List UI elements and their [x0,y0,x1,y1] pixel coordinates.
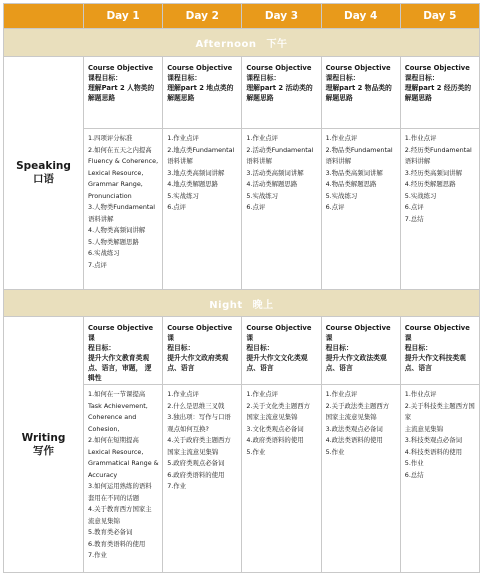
speaking-label-zh: 口语 [33,173,54,185]
list-item: 3.地点类高频词讲解 [167,168,225,177]
speaking-day-4 [321,57,400,290]
list-item: Pronunciation [88,191,132,200]
list-item: 1.作业点评 [167,134,199,142]
list-item: 4.政法类语料的使用 [325,436,383,444]
list-item: 2.关于政法类主题西方 [325,401,390,410]
list-item: 4.活动类解题思路 [246,180,298,188]
night-band [4,290,480,317]
list-item: 4.物品类解题思路 [325,180,377,188]
list-item: 语料讲解 [246,157,272,165]
list-item: 3.人物类Fundamental [88,203,156,211]
list-item: 2.活动类Fundamental [246,145,314,154]
list-item: 6.点评 [246,203,266,211]
speaking-objective: Course Objective 课程目标： 理解part 2 物品类的 解题思路 [325,64,392,102]
list-item: 5.人物类解题思路 [88,237,139,246]
list-item: 国家主流意见集锦 [167,447,219,456]
list-item: 4.经历类解题思路 [404,180,456,188]
list-item: 1.四项评分标准 [88,134,133,142]
writing-day-2 [163,317,242,573]
list-item: 2.物品类Fundamental [325,145,393,154]
writing-label [4,317,84,573]
list-item: 1.如何在一节课提高 [88,390,146,398]
list-item: 国家主流意见集锦 [325,413,377,421]
writing-label-zh: 写作 [33,444,54,457]
schedule-table [3,3,480,573]
list-item: 5.政府类观点必备词 [167,459,225,467]
speaking-item-list [163,129,241,216]
list-item: 1.作业点评 [404,134,437,142]
list-item: 1.作业点评 [325,134,358,142]
list-item: 6.政府类语料的使用 [167,470,225,479]
list-item: 5.实战练习 [246,191,279,200]
list-item: 6.实战练习 [88,249,120,257]
night-band-row [4,290,480,317]
list-item: 5.实战练习 [167,191,199,200]
list-item: 2.关于文化类主题西方 [246,401,310,410]
speaking-objective: Course Objective 课程目标： 理解part 2 经历类的 解题思路 [404,64,472,102]
list-item: Grammatical Range & [88,459,159,467]
afternoon-band-zh: 下午 [266,39,288,50]
writing-item-list [163,385,241,495]
list-item: 5.作业 [246,447,266,456]
writing-objective: Course Objective课 程目标： 提升大作文科技类观 点、语言 [404,324,470,372]
list-item: 套用在不同的话题 [88,493,140,502]
list-item: Fluency & Coherence, [88,157,159,165]
speaking-label [4,57,84,290]
list-item: 7.作业 [88,551,107,559]
speaking-day-5 [400,57,479,290]
list-item: 2.关于科技类主题西方国家 [404,401,475,421]
speaking-item-list [84,129,162,273]
night-band-zh: 晚上 [252,299,274,311]
writing-objective: Course Objective课 程目标： 提升大作文文化类观 点、语言 [246,324,312,372]
list-item: 2.地点类Fundamental [167,145,235,154]
day-header-4: Day 4 [321,4,400,29]
list-item: 语料讲解 [404,157,431,165]
list-item: 5.实战练习 [404,191,437,200]
list-item: 6.点评 [404,203,424,211]
list-item: 1.作业点评 [404,390,437,398]
list-item: 6.总结 [404,470,424,479]
list-item: 1.作业点评 [246,390,279,398]
list-item: 语料讲解 [88,214,114,223]
afternoon-band-en: Afternoon [195,39,257,50]
speaking-day-2 [163,57,242,290]
list-item: 4.关于政府类主题西方 [167,436,231,444]
writing-row [4,317,480,573]
corner-cell [4,4,84,29]
list-item: 主流意见集锦 [404,424,444,433]
list-item: Lexical Resource, [88,168,144,177]
list-item: 1.作业点评 [246,134,279,142]
speaking-objective: Course Objective 课程目标： 理解Part 2 人物类的 解题思路 [88,64,155,102]
writing-item-list [84,385,162,564]
speaking-day-3 [242,57,321,290]
writing-day-5 [400,317,479,573]
list-item: 4.关于教育西方国家主 [88,505,152,513]
list-item: 4.人物类高频词讲解 [88,226,146,234]
list-item: 3.经历类高频词讲解 [404,168,462,177]
list-item: Task Achievement, [88,401,148,410]
writing-item-list [322,385,400,460]
speaking-label-en: Speaking [16,160,71,172]
list-item: 国家主流意见集锦 [246,413,298,421]
speaking-item-list [322,129,400,216]
list-item: 2.如何在五天之内提高 [88,145,152,154]
writing-day-4 [321,317,400,573]
list-item: 6.教育类语料的使用 [88,539,146,548]
writing-label-en: Writing [21,431,66,444]
list-item: 7.点评 [88,260,107,269]
writing-objective: Course Objective课 程目标： 提升大作文政府类观 点、语言 [167,324,233,372]
list-item: 7.作业 [167,482,187,490]
speaking-day-1 [84,57,163,290]
list-item: 5.作业 [325,447,345,456]
list-item: 3.政法类观点必备词 [325,424,383,433]
list-item: Coherence and Cohesion, [88,413,137,433]
list-item: 1.作业点评 [325,390,358,398]
writing-item-list [401,385,479,483]
list-item: 流意见集锦 [88,516,120,525]
list-item: 2.如何在短期提高 [88,436,139,444]
list-item: 4.科技类语料的使用 [404,447,462,456]
list-item: Grammar Range, [88,180,143,188]
list-item: 2.什么是思维三叉戟 [167,401,225,410]
list-item: 2.经历类Fundamental [404,145,472,154]
writing-objective: Course Objective课 程目标： 提升大作文政法类观 点、语言 [325,324,391,372]
afternoon-band-row [4,29,480,57]
day-header-5: Day 5 [400,4,479,29]
writing-item-list [242,385,320,460]
list-item: 7.总结 [404,214,424,223]
writing-day-3 [242,317,321,573]
list-item: 3.独出项：写作与口语 [167,413,231,421]
list-item: 5.作业 [404,459,424,467]
speaking-objective: Course Objective 课程目标： 理解part 2 地点类的 解题思路 [167,64,234,102]
list-item: 1.作业点评 [167,390,199,398]
day-header-1: Day 1 [84,4,163,29]
afternoon-band [4,29,480,57]
writing-objective: Course Objective课 程目标： 提升大作文教育类观 点、语言，审题， 逻 辑性 [88,324,154,382]
list-item: 5.实战练习 [325,191,358,200]
list-item: 观点如何互换? [167,424,209,433]
list-item: 6.点评 [167,203,187,211]
list-item: 语料讲解 [167,157,193,165]
list-item: 3.如何运用熟练的语料 [88,482,152,490]
list-item: Accuracy [88,470,118,479]
list-item: 4.政府类语料的使用 [246,436,304,444]
list-item: 3.科技类观点必备词 [404,436,462,444]
writing-day-1 [84,317,163,573]
night-band-en: Night [209,299,243,311]
list-item: 3.活动类高频词讲解 [246,168,304,177]
speaking-objective: Course Objective 课程目标： 理解part 2 活动类的 解题思路 [246,64,313,102]
list-item: 6.点评 [325,203,345,211]
list-item: 5.教育类必备词 [88,528,133,536]
list-item: 3.物品类高频词讲解 [325,168,383,177]
day-header-3: Day 3 [242,4,321,29]
speaking-item-list [401,129,479,227]
list-item: Lexical Resource, [88,447,144,456]
day-header-2: Day 2 [163,4,242,29]
list-item: 语料讲解 [325,157,352,165]
day-header-row [4,4,480,29]
list-item: 3.文化类观点必备词 [246,424,304,433]
speaking-item-list [242,129,320,216]
list-item: 4.地点类解题思路 [167,180,219,188]
speaking-row [4,57,480,290]
